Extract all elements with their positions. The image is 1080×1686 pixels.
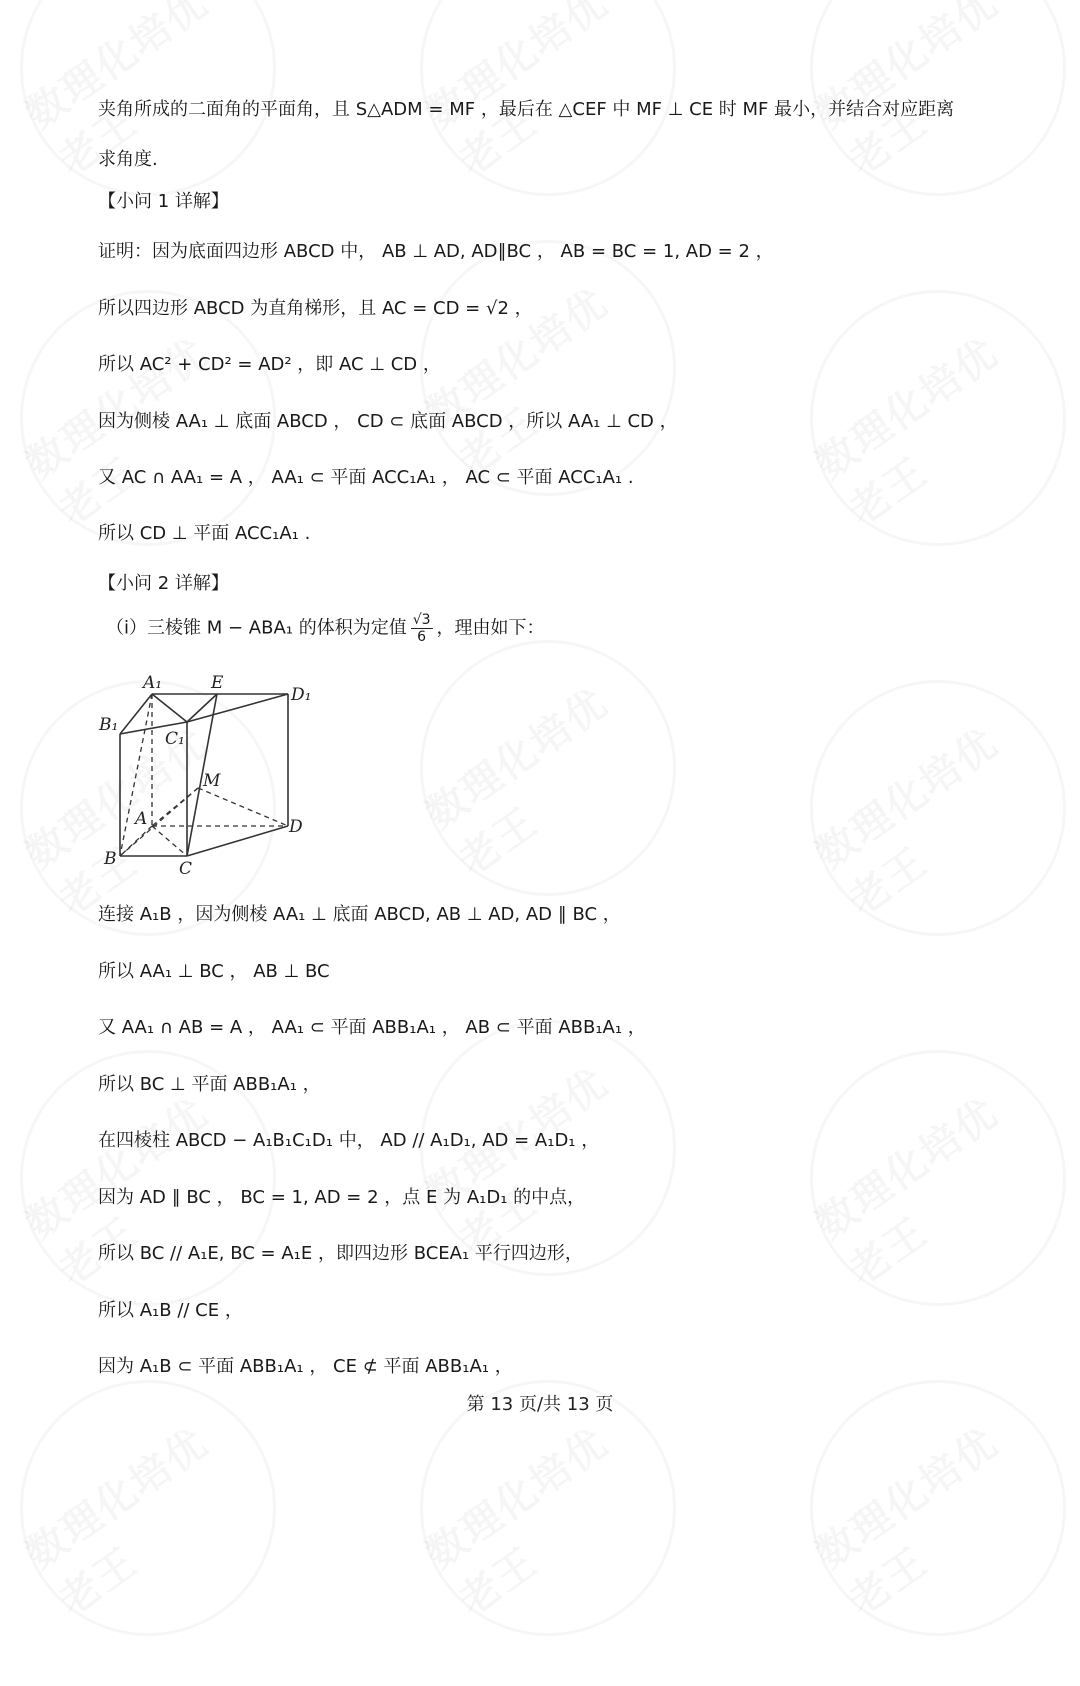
label-c1: C₁ — [165, 729, 185, 749]
volume-suffix: ，理由如下： — [436, 617, 545, 639]
page-footer: 第 13 页/共 13 页 — [466, 1394, 614, 1415]
text-line: 又 AC ∩ AA₁ = A ， AA₁ ⊂ 平面 ACC₁A₁ ， AC ⊂ 平面 ACC₁A₁ . — [98, 467, 634, 488]
watermark-stamp — [760, 0, 1080, 246]
text-line: 所以四边形 ABCD 为直角梯形，且 AC = CD = √2 ， — [98, 298, 533, 319]
watermark-stamp — [760, 1330, 1080, 1686]
text-line: 因为 AD ∥ BC ， BC = 1, AD = 2 ，点 E 为 A₁D₁ 的中点， — [98, 1187, 586, 1208]
label-a: A — [135, 809, 148, 829]
text-line: 夹角所成的二面角的平面角，且 S△ADM = MF ，最后在 △CEF 中 MF ⊥ CE 时 MF 最小，并结合对应距离 — [98, 99, 955, 120]
watermark-stamp — [760, 630, 1080, 987]
watermark-stamp — [760, 1000, 1080, 1357]
label-b1: B₁ — [99, 715, 119, 735]
prism-figure — [95, 670, 335, 880]
label-d: D — [289, 817, 303, 837]
text-line: 所以 AA₁ ⊥ BC ， AB ⊥ BC — [98, 961, 330, 982]
watermark-stamp — [760, 240, 1080, 597]
text-line: 连接 A₁B ，因为侧棱 AA₁ ⊥ 底面 ABCD, AB ⊥ AD, AD ∥ BC ， — [98, 904, 621, 925]
section-heading: 【小问 2 详解】 — [98, 573, 229, 594]
text-line: 在四棱柱 ABCD − A₁B₁C₁D₁ 中， AD // A₁D₁, AD = A₁D₁ ， — [98, 1130, 600, 1151]
text-line: 所以 A₁B // CE ， — [98, 1300, 243, 1321]
label-e: E — [211, 673, 224, 693]
text-line: 证明：因为底面四边形 ABCD 中， AB ⊥ AD, AD∥BC ， AB = BC = 1, AD = 2 ， — [98, 241, 774, 262]
label-a1: A₁ — [143, 673, 163, 693]
watermark-stamp — [370, 1330, 727, 1686]
edge-b1-a1 — [120, 694, 152, 734]
label-d1: D₁ — [291, 685, 312, 705]
text-line: 因为 A₁B ⊂ 平面 ABB₁A₁ ， CE ⊄ 平面 ABB₁A₁ ， — [98, 1356, 513, 1377]
label-c: C — [179, 859, 193, 879]
hidden-segment-m-a — [152, 788, 198, 826]
text-line: 所以 BC ⊥ 平面 ABB₁A₁ ， — [98, 1074, 321, 1095]
edge-c1-a1 — [152, 694, 187, 722]
fraction-denominator: 6 — [417, 629, 427, 645]
watermark-stamp — [370, 0, 727, 246]
text-line — [106, 612, 545, 645]
section-heading: 【小问 1 详解】 — [98, 191, 229, 212]
text-line: 所以 BC // A₁E, BC = A₁E ，即四边形 BCEA₁ 平行四边形， — [98, 1243, 583, 1264]
volume-statement: （i）三棱锥 M − ABA₁ 的体积为定值 — [106, 617, 407, 639]
label-b: B — [104, 849, 117, 869]
volume-fraction — [411, 612, 433, 645]
fraction-numerator: √3 — [412, 612, 431, 628]
hidden-segment-m-d — [198, 788, 288, 826]
text-line: 求角度. — [98, 149, 158, 170]
text-line: 所以 CD ⊥ 平面 ACC₁A₁ . — [98, 523, 311, 544]
text-line: 因为侧棱 AA₁ ⊥ 底面 ABCD ， CD ⊂ 底面 ABCD ，所以 AA₁ ⊥ CD ， — [98, 411, 678, 432]
text-line: 所以 AC² + CD² = AD² ，即 AC ⊥ CD ， — [98, 354, 441, 375]
label-m: M — [203, 771, 221, 791]
edge-c-d — [187, 826, 288, 856]
text-line: 又 AA₁ ∩ AB = A ， AA₁ ⊂ 平面 ABB₁A₁ ， AB ⊂ 平面 ABB₁A₁ ， — [98, 1017, 646, 1038]
hidden-edge-a-c — [152, 826, 187, 856]
watermark-stamp — [0, 1330, 326, 1686]
